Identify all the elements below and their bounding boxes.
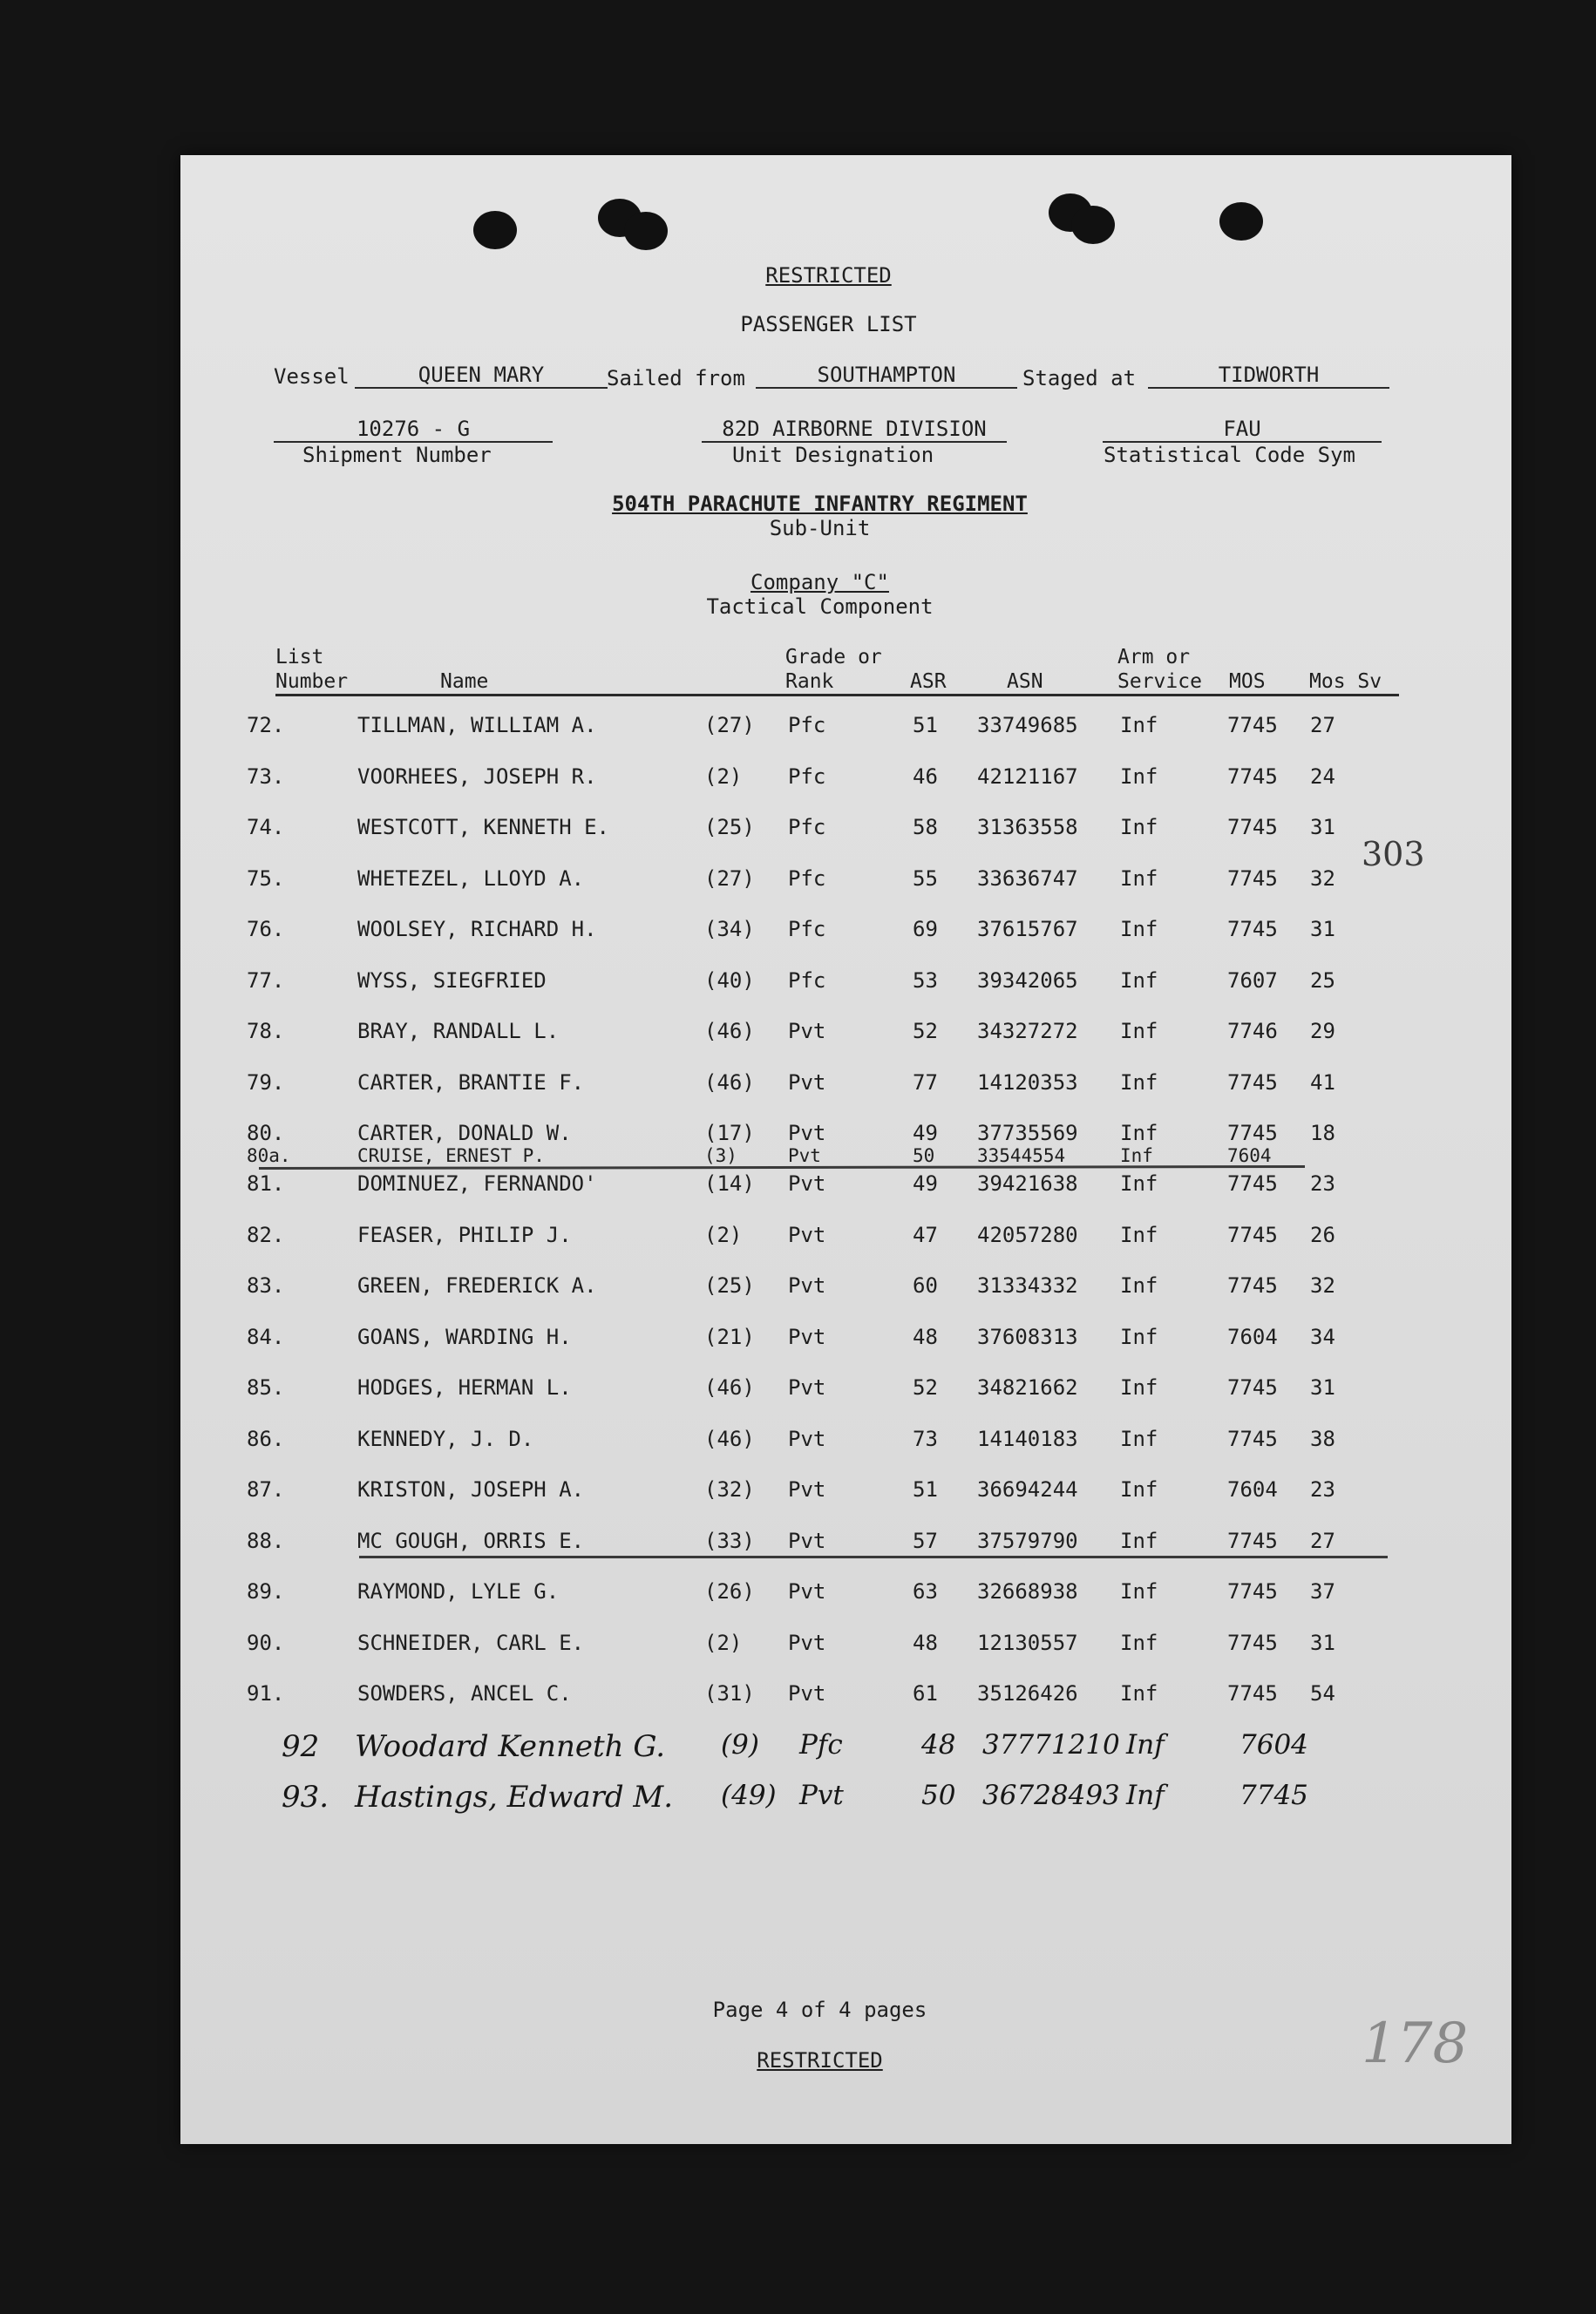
- cell-arm: Inf: [1120, 764, 1158, 789]
- cell-asn: 37735569: [977, 1121, 1078, 1145]
- table-row: [180, 1631, 1511, 1666]
- punch-hole: [473, 211, 517, 249]
- cell-asr: 49: [913, 1171, 938, 1196]
- cell-asn: 33749685: [977, 713, 1078, 737]
- cell-name: MC GOUGH, ORRIS E.: [357, 1529, 585, 1553]
- cell-num: 75.: [247, 866, 285, 891]
- cell-asn: 33544554: [977, 1145, 1066, 1166]
- cell-arm: Inf: [1120, 1477, 1158, 1502]
- cell-asr: 55: [913, 866, 938, 891]
- cell-code: (3): [704, 1145, 737, 1166]
- cell-mos: 7745: [1227, 713, 1278, 737]
- cell-sv: 27: [1310, 713, 1335, 737]
- cell-code: (27): [704, 866, 755, 891]
- col-asr: ASR: [910, 670, 947, 693]
- cell-arm: Inf: [1120, 1145, 1153, 1166]
- table-row: [180, 1375, 1511, 1410]
- tactical-component-value: Company "C": [750, 570, 889, 594]
- table-row: [180, 1070, 1511, 1105]
- cell-code: (2): [704, 1223, 743, 1247]
- cell-code: (33): [704, 1529, 755, 1553]
- cell-mos: 7745: [1227, 815, 1278, 839]
- cell-grade: Pfc: [788, 815, 826, 839]
- cell-grade: Pvt: [788, 1529, 826, 1553]
- cell-mos: 7745: [1227, 1223, 1278, 1247]
- cell-asn: 33636747: [977, 866, 1078, 891]
- cell-code: (32): [704, 1477, 755, 1502]
- cell-sv: 27: [1310, 1529, 1335, 1553]
- cell-arm: Inf: [1126, 1729, 1165, 1761]
- cell-arm: Inf: [1120, 1070, 1158, 1095]
- cell-name: WHETEZEL, LLOYD A.: [357, 866, 585, 891]
- cell-arm: Inf: [1126, 1780, 1165, 1811]
- cell-asn: 39421638: [977, 1171, 1078, 1196]
- cell-name: BRAY, RANDALL L.: [357, 1019, 560, 1043]
- cell-code: (46): [704, 1070, 755, 1095]
- cell-sv: 25: [1310, 968, 1335, 993]
- table-row: [180, 1273, 1511, 1308]
- cell-mos: 7745: [1227, 764, 1278, 789]
- cell-name: KENNEDY, J. D.: [357, 1427, 534, 1451]
- cell-arm: Inf: [1120, 1223, 1158, 1247]
- col-name: Name: [440, 670, 489, 693]
- cell-asn: 37579790: [977, 1529, 1078, 1553]
- cell-num: 82.: [247, 1223, 285, 1247]
- cell-arm: Inf: [1120, 713, 1158, 737]
- shipment-number-label: Shipment Number: [302, 443, 492, 467]
- unit-designation-value: 82D AIRBORNE DIVISION: [702, 417, 1007, 443]
- cell-code: (2): [704, 1631, 743, 1655]
- table-row: [180, 1427, 1511, 1462]
- cell-name: WESTCOTT, KENNETH E.: [357, 815, 609, 839]
- cell-sv: 31: [1310, 1631, 1335, 1655]
- cell-num: 74.: [247, 815, 285, 839]
- cell-num: 77.: [247, 968, 285, 993]
- cell-grade: Pvt: [788, 1223, 826, 1247]
- table-row: [180, 764, 1511, 799]
- cell-name: SOWDERS, ANCEL C.: [357, 1681, 572, 1706]
- staged-label: Staged at: [1022, 366, 1137, 390]
- cell-sv: 23: [1310, 1171, 1335, 1196]
- cell-num: 93.: [282, 1780, 329, 1815]
- cell-asr: 48: [913, 1631, 938, 1655]
- cell-asr: 63: [913, 1579, 938, 1604]
- cell-arm: Inf: [1120, 1019, 1158, 1043]
- cell-name: RAYMOND, LYLE G.: [357, 1579, 560, 1604]
- handwritten-row: [180, 1780, 1511, 1823]
- classification-top: RESTRICTED: [765, 263, 892, 288]
- cell-num: 91.: [247, 1681, 285, 1706]
- staged-at-value: TIDWORTH: [1148, 363, 1389, 389]
- cell-grade: Pvt: [788, 1145, 821, 1166]
- cell-code: (9): [721, 1729, 759, 1761]
- cell-asr: 77: [913, 1070, 938, 1095]
- cell-asr: 73: [913, 1427, 938, 1451]
- cell-mos: 7745: [1227, 1070, 1278, 1095]
- cell-asn: 37771210: [982, 1729, 1120, 1761]
- cell-mos: 7745: [1227, 1273, 1278, 1298]
- cell-asn: 42057280: [977, 1223, 1078, 1247]
- cell-asn: 36694244: [977, 1477, 1078, 1502]
- cell-name: GOANS, WARDING H.: [357, 1325, 572, 1349]
- document-page: [180, 155, 1511, 2144]
- cell-grade: Pvt: [788, 1070, 826, 1095]
- vessel-label: Vessel: [274, 364, 350, 389]
- cell-asr: 57: [913, 1529, 938, 1553]
- cell-grade: Pvt: [788, 1681, 826, 1706]
- cell-asr: 61: [913, 1681, 938, 1706]
- cell-grade: Pvt: [788, 1477, 826, 1502]
- cell-arm: Inf: [1120, 1681, 1158, 1706]
- cell-arm: Inf: [1120, 1121, 1158, 1145]
- cell-grade: Pfc: [799, 1729, 843, 1761]
- cell-code: (2): [704, 764, 743, 789]
- cell-code: (46): [704, 1427, 755, 1451]
- cell-sv: 41: [1310, 1070, 1335, 1095]
- cell-name: VOORHEES, JOSEPH R.: [357, 764, 597, 789]
- cell-code: (14): [704, 1171, 755, 1196]
- cell-mos: 7745: [1239, 1780, 1308, 1811]
- cell-name: WYSS, SIEGFRIED: [357, 968, 547, 993]
- cell-sv: 54: [1310, 1681, 1335, 1706]
- cell-mos: 7604: [1239, 1729, 1308, 1761]
- cell-asr: 48: [913, 1325, 938, 1349]
- cell-asr: 48: [921, 1729, 956, 1761]
- cell-asn: 42121167: [977, 764, 1078, 789]
- cell-grade: Pfc: [788, 866, 826, 891]
- cell-asn: 37615767: [977, 917, 1078, 941]
- cell-num: 73.: [247, 764, 285, 789]
- cell-code: (21): [704, 1325, 755, 1349]
- cell-grade: Pfc: [788, 968, 826, 993]
- cell-mos: 7745: [1227, 1171, 1278, 1196]
- cell-asn: 35126426: [977, 1681, 1078, 1706]
- table-row: [180, 1477, 1511, 1512]
- strikethrough-88: [359, 1556, 1388, 1558]
- cell-num: 92: [282, 1729, 320, 1764]
- cell-asn: 32668938: [977, 1579, 1078, 1604]
- cell-mos: 7604: [1227, 1145, 1272, 1166]
- cell-asr: 53: [913, 968, 938, 993]
- cell-asn: 31363558: [977, 815, 1078, 839]
- classification-bottom: RESTRICTED: [757, 2048, 883, 2073]
- cell-name: CARTER, DONALD W.: [357, 1121, 572, 1145]
- document-title: PASSENGER LIST: [740, 312, 917, 336]
- cell-mos: 7745: [1227, 866, 1278, 891]
- cell-code: (25): [704, 1273, 755, 1298]
- cell-asr: 60: [913, 1273, 938, 1298]
- col-asn: ASN: [1007, 670, 1043, 693]
- cell-asr: 50: [921, 1780, 956, 1811]
- cell-arm: Inf: [1120, 1529, 1158, 1553]
- cell-sv: 24: [1310, 764, 1335, 789]
- cell-num: 79.: [247, 1070, 285, 1095]
- cell-grade: Pvt: [788, 1631, 826, 1655]
- cell-mos: 7745: [1227, 1121, 1278, 1145]
- sub-unit-value: 504TH PARACHUTE INFANTRY REGIMENT: [612, 492, 1028, 516]
- sailed-label: Sailed from: [607, 366, 745, 390]
- vessel-value: QUEEN MARY: [355, 363, 608, 389]
- cell-name: FEASER, PHILIP J.: [357, 1223, 572, 1247]
- cell-grade: Pvt: [788, 1121, 826, 1145]
- cell-num: 86.: [247, 1427, 285, 1451]
- cell-mos: 7745: [1227, 1579, 1278, 1604]
- cell-sv: 37: [1310, 1579, 1335, 1604]
- cell-num: 78.: [247, 1019, 285, 1043]
- cell-sv: 38: [1310, 1427, 1335, 1451]
- table-row: [180, 1325, 1511, 1360]
- cell-num: 80a.: [247, 1145, 291, 1166]
- cell-sv: 26: [1310, 1223, 1335, 1247]
- cell-code: (31): [704, 1681, 755, 1706]
- table-row: [180, 917, 1511, 952]
- cell-asn: 36728493: [982, 1780, 1120, 1811]
- stat-code-label: Statistical Code Sym: [1104, 443, 1355, 467]
- cell-asr: 51: [913, 1477, 938, 1502]
- cell-asn: 34821662: [977, 1375, 1078, 1400]
- cell-name: GREEN, FREDERICK A.: [357, 1273, 597, 1298]
- punch-hole: [624, 212, 668, 250]
- col-grade: Grade or Rank: [785, 646, 882, 693]
- cell-grade: Pvt: [788, 1579, 826, 1604]
- page-indicator: Page 4 of 4 pages: [712, 1998, 927, 2022]
- table-row: [180, 1529, 1511, 1564]
- cell-asr: 51: [913, 713, 938, 737]
- table-row: [180, 815, 1511, 850]
- handwritten-row: [180, 1729, 1511, 1773]
- shipment-number-value: 10276 - G: [274, 417, 553, 443]
- col-mos-sv: Mos Sv: [1309, 670, 1382, 693]
- cell-asr: 47: [913, 1223, 938, 1247]
- cell-name: WOOLSEY, RICHARD H.: [357, 917, 597, 941]
- sailed-from-value: SOUTHAMPTON: [756, 363, 1017, 389]
- table-row: [180, 1223, 1511, 1258]
- cell-mos: 7745: [1227, 1681, 1278, 1706]
- cell-mos: 7745: [1227, 1375, 1278, 1400]
- cell-code: (49): [721, 1780, 777, 1811]
- cell-num: 87.: [247, 1477, 285, 1502]
- tactical-component-label: Tactical Component: [706, 594, 934, 619]
- cell-name: Hastings, Edward M.: [355, 1780, 674, 1815]
- cell-asr: 52: [913, 1375, 938, 1400]
- cell-mos: 7604: [1227, 1325, 1278, 1349]
- cell-sv: 31: [1310, 815, 1335, 839]
- cell-grade: Pvt: [788, 1325, 826, 1349]
- cell-code: (25): [704, 815, 755, 839]
- cell-arm: Inf: [1120, 917, 1158, 941]
- cell-sv: 18: [1310, 1121, 1335, 1145]
- table-row: [180, 1681, 1511, 1716]
- cell-asr: 58: [913, 815, 938, 839]
- col-mos: MOS: [1229, 670, 1266, 693]
- col-arm-service: Arm or Service: [1117, 646, 1202, 693]
- cell-sv: 34: [1310, 1325, 1335, 1349]
- table-row: [180, 1019, 1511, 1054]
- cell-grade: Pvt: [788, 1273, 826, 1298]
- stat-code-value: FAU: [1103, 417, 1382, 443]
- cell-num: 88.: [247, 1529, 285, 1553]
- cell-sv: 31: [1310, 917, 1335, 941]
- table-row: [180, 866, 1511, 901]
- cell-name: DOMINUEZ, FERNANDO': [357, 1171, 597, 1196]
- stamp-number: 303: [1362, 835, 1425, 873]
- cell-asr: 50: [913, 1145, 935, 1166]
- cell-asn: 14120353: [977, 1070, 1078, 1095]
- cell-arm: Inf: [1120, 1427, 1158, 1451]
- cell-arm: Inf: [1120, 1325, 1158, 1349]
- cell-sv: 29: [1310, 1019, 1335, 1043]
- cell-mos: 7745: [1227, 1529, 1278, 1553]
- table-row: [180, 1171, 1511, 1206]
- cell-name: CARTER, BRANTIE F.: [357, 1070, 585, 1095]
- punch-hole: [1219, 202, 1263, 241]
- table-row: [180, 968, 1511, 1003]
- cell-arm: Inf: [1120, 1631, 1158, 1655]
- cell-mos: 7745: [1227, 1427, 1278, 1451]
- cell-asr: 46: [913, 764, 938, 789]
- cell-mos: 7604: [1227, 1477, 1278, 1502]
- table-row: [180, 1579, 1511, 1614]
- cell-asr: 69: [913, 917, 938, 941]
- cell-asn: 34327272: [977, 1019, 1078, 1043]
- cell-asn: 12130557: [977, 1631, 1078, 1655]
- cell-asr: 49: [913, 1121, 938, 1145]
- sub-unit-label: Sub-Unit: [769, 516, 871, 540]
- cell-arm: Inf: [1120, 1171, 1158, 1196]
- cell-sv: 31: [1310, 1375, 1335, 1400]
- cell-name: Woodard Kenneth G.: [355, 1729, 666, 1764]
- cell-grade: Pvt: [788, 1171, 826, 1196]
- cell-arm: Inf: [1120, 1579, 1158, 1604]
- cell-mos: 7745: [1227, 917, 1278, 941]
- cell-asn: 14140183: [977, 1427, 1078, 1451]
- cell-code: (40): [704, 968, 755, 993]
- cell-code: (46): [704, 1019, 755, 1043]
- cell-num: 76.: [247, 917, 285, 941]
- cell-num: 83.: [247, 1273, 285, 1298]
- cell-num: 84.: [247, 1325, 285, 1349]
- cell-grade: Pvt: [799, 1780, 844, 1811]
- cell-arm: Inf: [1120, 1273, 1158, 1298]
- cell-arm: Inf: [1120, 866, 1158, 891]
- cell-sv: 32: [1310, 866, 1335, 891]
- pencil-page-number: 178: [1362, 2012, 1469, 2076]
- cell-code: (26): [704, 1579, 755, 1604]
- cell-grade: Pvt: [788, 1375, 826, 1400]
- cell-sv: 23: [1310, 1477, 1335, 1502]
- cell-name: HODGES, HERMAN L.: [357, 1375, 572, 1400]
- cell-sv: 32: [1310, 1273, 1335, 1298]
- cell-asn: 31334332: [977, 1273, 1078, 1298]
- cell-num: 89.: [247, 1579, 285, 1604]
- cell-arm: Inf: [1120, 815, 1158, 839]
- cell-name: SCHNEIDER, CARL E.: [357, 1631, 585, 1655]
- cell-num: 90.: [247, 1631, 285, 1655]
- cell-grade: Pvt: [788, 1019, 826, 1043]
- cell-grade: Pfc: [788, 713, 826, 737]
- cell-num: 80.: [247, 1121, 285, 1145]
- cell-num: 72.: [247, 713, 285, 737]
- cell-grade: Pfc: [788, 917, 826, 941]
- table-row: [180, 713, 1511, 748]
- cell-mos: 7607: [1227, 968, 1278, 993]
- cell-name: CRUISE, ERNEST P.: [357, 1145, 545, 1166]
- cell-code: (34): [704, 917, 755, 941]
- unit-designation-label: Unit Designation: [732, 443, 934, 467]
- cell-name: TILLMAN, WILLIAM A.: [357, 713, 597, 737]
- cell-grade: Pvt: [788, 1427, 826, 1451]
- cell-num: 81.: [247, 1171, 285, 1196]
- cell-num: 85.: [247, 1375, 285, 1400]
- cell-mos: 7746: [1227, 1019, 1278, 1043]
- cell-name: KRISTON, JOSEPH A.: [357, 1477, 585, 1502]
- cell-asr: 52: [913, 1019, 938, 1043]
- cell-asn: 39342065: [977, 968, 1078, 993]
- cell-mos: 7745: [1227, 1631, 1278, 1655]
- cell-code: (17): [704, 1121, 755, 1145]
- cell-code: (46): [704, 1375, 755, 1400]
- cell-asn: 37608313: [977, 1325, 1078, 1349]
- punch-hole: [1071, 206, 1115, 244]
- cell-arm: Inf: [1120, 968, 1158, 993]
- col-list-number: List Number: [275, 646, 349, 693]
- cell-grade: Pfc: [788, 764, 826, 789]
- header-rule: [275, 694, 1399, 696]
- cell-code: (27): [704, 713, 755, 737]
- cell-arm: Inf: [1120, 1375, 1158, 1400]
